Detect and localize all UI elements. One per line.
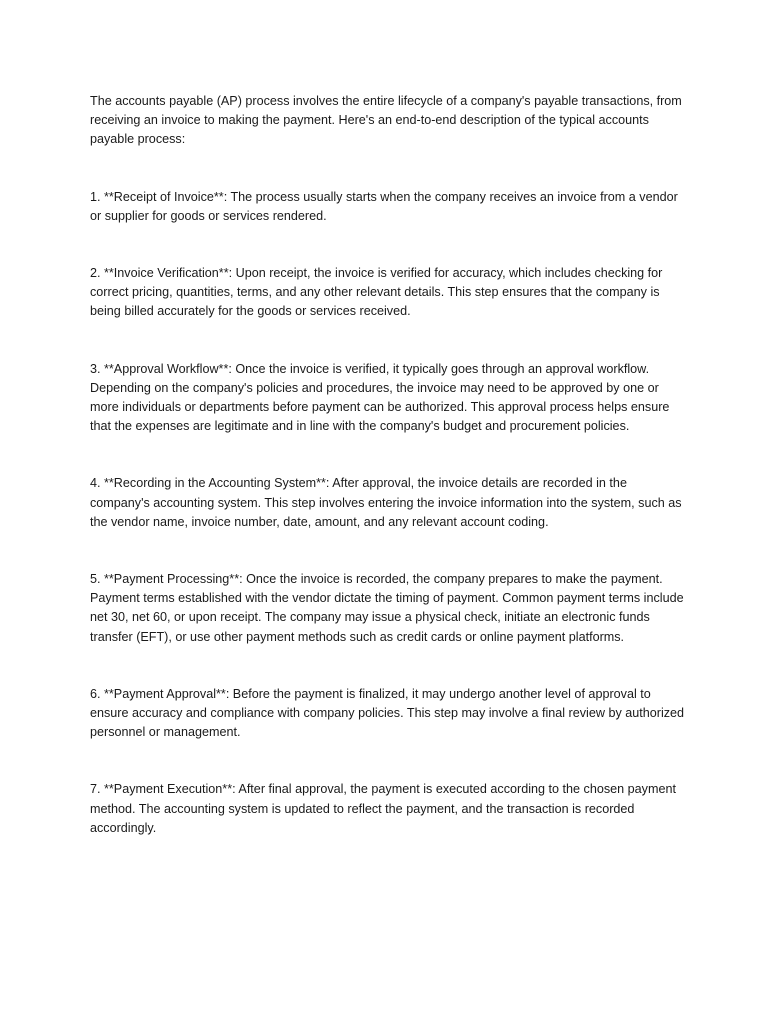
- step-payment-processing: 5. **Payment Processing**: Once the invoice is recorded, the company prepares to make the payment. Payment terms established with the vendor dictate the timing of payment. Common payment terms include net 30, net 60, or upon receipt. The company may issue a physical check, initiate an electronic funds transfer (EFT), or use other payment methods such as credit cards or online payment platforms.: [90, 572, 684, 644]
- document-body: [90, 92, 690, 876]
- step-payment-approval: 6. **Payment Approval**: Before the payment is finalized, it may undergo another level of approval to ensure accuracy and compliance with company policies. This step may involve a final review by authorized personnel or management.: [90, 686, 685, 740]
- step-invoice-verification: 2. **Invoice Verification**: Upon receipt, the invoice is verified for accuracy, which includes checking for correct pricing, quantities, terms, and any other relevant details. This step ensures that the company is being billed accurately for the goods or services received.: [90, 266, 663, 319]
- step-recording-accounting-system: 4. **Recording in the Accounting System**: After approval, the invoice details are recorded in the company's accounting system. This step involves entering the invoice information into the system, such as the vendor name, invoice number, date, amount, and any relevant account coding.: [90, 476, 682, 529]
- step-approval-workflow: 3. **Approval Workflow**: Once the invoice is verified, it typically goes through an approval workflow. Depending on the company's policies and procedures, the invoice may need to be approved by one or more individuals or departments before payment can be authorized. This approval process helps ensure that the expenses are legitimate and in line with the company's budget and procurement policies.: [90, 361, 670, 434]
- intro-paragraph: The accounts payable (AP) process involves the entire lifecycle of a company's payable transactions, from receiving an invoice to making the payment. Here's an end-to-end description of the typical accounts payable process:: [90, 94, 682, 147]
- step-payment-execution: 7. **Payment Execution**: After final approval, the payment is executed according to the chosen payment method. The accounting system is updated to reflect the payment, and the transaction is recorded accordingly.: [90, 782, 676, 835]
- step-receipt-of-invoice: 1. **Receipt of Invoice**: The process usually starts when the company receives an invoice from a vendor or supplier for goods or services rendered.: [90, 189, 678, 223]
